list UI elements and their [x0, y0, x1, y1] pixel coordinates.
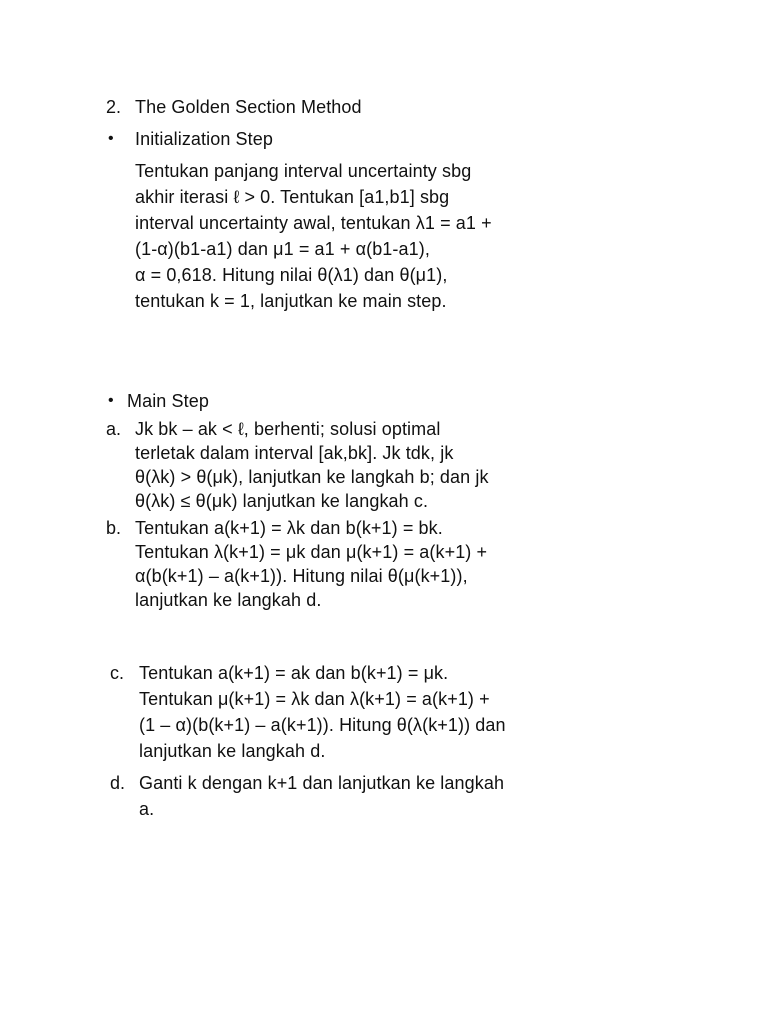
list-item-a-line: θ(λk) > θ(μk), lanjutkan ke langkah b; dan jk — [135, 467, 489, 487]
list-marker-a: a. — [106, 419, 122, 439]
list-item-d-line: Ganti k dengan k+1 dan lanjutkan ke langkah — [139, 773, 505, 793]
init-line: akhir iterasi ℓ > 0. Tentukan [a1,b1] sbg — [135, 187, 450, 207]
main-step-title: Main Step — [127, 391, 209, 411]
list-item-c-line: Tentukan a(k+1) = ak dan b(k+1) = μk. — [139, 663, 449, 683]
list-item-b-line: α(b(k+1) – a(k+1)). Hitung nilai θ(μ(k+1)), — [135, 566, 468, 586]
list-item-c-line: lanjutkan ke langkah d. — [139, 741, 326, 761]
section-number: 2. — [106, 97, 122, 117]
init-line: α = 0,618. Hitung nilai θ(λ1) dan θ(μ1), — [135, 265, 448, 285]
list-item-a-line: Jk bk – ak < ℓ, berhenti; solusi optimal — [135, 419, 441, 439]
list-item-d-line: a. — [139, 799, 155, 819]
list-item-c-line: Tentukan μ(k+1) = λk dan λ(k+1) = a(k+1) + — [139, 689, 490, 709]
list-item-b-line: Tentukan a(k+1) = λk dan b(k+1) = bk. — [135, 518, 443, 538]
init-line: Tentukan panjang interval uncertainty sbg — [135, 161, 472, 181]
list-item-c-line: (1 – α)(b(k+1) – a(k+1)). Hitung θ(λ(k+1)) dan — [139, 715, 506, 735]
list-marker-b: b. — [106, 518, 122, 538]
init-step-title: Initialization Step — [135, 129, 273, 149]
list-item-b-line: lanjutkan ke langkah d. — [135, 590, 322, 610]
init-line: tentukan k = 1, lanjutkan ke main step. — [135, 291, 447, 311]
bullet-icon: • — [108, 130, 114, 147]
section-title: The Golden Section Method — [135, 97, 362, 117]
list-item-a-line: θ(λk) ≤ θ(μk) lanjutkan ke langkah c. — [135, 491, 429, 511]
init-line: (1-α)(b1-a1) dan μ1 = a1 + α(b1-a1), — [135, 239, 430, 259]
list-marker-d: d. — [110, 773, 126, 793]
bullet-icon: • — [108, 392, 114, 409]
init-line: interval uncertainty awal, tentukan λ1 = a1 + — [135, 213, 492, 233]
list-marker-c: c. — [110, 663, 125, 683]
list-item-b-line: Tentukan λ(k+1) = μk dan μ(k+1) = a(k+1) + — [135, 542, 488, 562]
list-item-a-line: terletak dalam interval [ak,bk]. Jk tdk, jk — [135, 443, 454, 463]
